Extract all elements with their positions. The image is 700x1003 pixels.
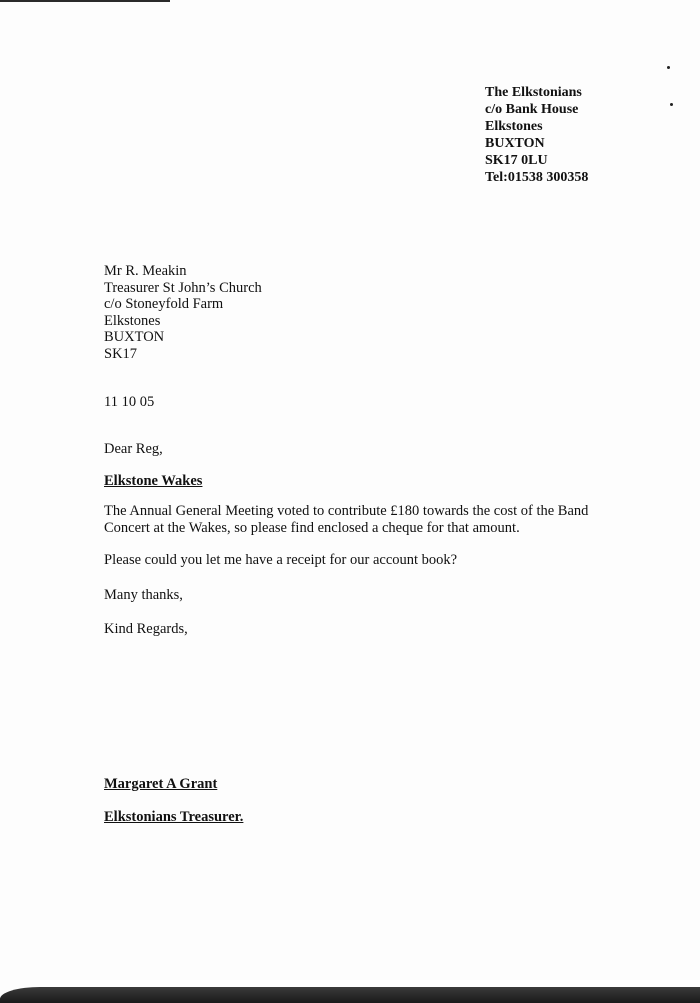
sender-telephone: Tel:01538 300358 (485, 170, 589, 185)
signature-title: Elkstonians Treasurer. (104, 809, 244, 825)
recipient-name: Mr R. Meakin (104, 263, 187, 279)
recipient-address (104, 263, 262, 363)
signature-name: Margaret A Grant (104, 776, 218, 792)
recipient-address-line: BUXTON (104, 329, 165, 346)
sender-address (485, 84, 588, 186)
sender-postcode: SK17 0LU (485, 153, 548, 168)
body-paragraph: Many thanks, (104, 587, 183, 603)
subject-heading: Elkstone Wakes (104, 473, 203, 489)
sender-address-line: Elkstones (485, 119, 543, 134)
body-paragraph (104, 503, 604, 537)
body-paragraph: Please could you let me have a receipt for our account book? (104, 552, 458, 568)
sender-name: The Elkstonians (485, 85, 582, 100)
recipient-postcode: SK17 (104, 345, 138, 362)
salutation: Dear Reg, (104, 441, 163, 457)
scan-speck (667, 66, 670, 69)
recipient-role: Treasurer St John’s Church (104, 279, 262, 296)
letter-date: 11 10 05 (104, 394, 155, 410)
scan-edge-bottom (0, 987, 700, 1003)
body-line: The Annual General Meeting voted to contribute £180 towards the cost of the Band (104, 503, 589, 519)
recipient-address-line: c/o Stoneyfold Farm (104, 296, 224, 313)
recipient-address-line: Elkstones (104, 312, 161, 329)
scan-speck (670, 103, 673, 106)
sender-address-line: c/o Bank House (485, 102, 579, 117)
scan-edge-top (0, 0, 170, 2)
closing: Kind Regards, (104, 621, 188, 637)
sender-address-line: BUXTON (485, 136, 545, 151)
body-line: Concert at the Wakes, so please find enclosed a cheque for that amount. (104, 520, 520, 536)
